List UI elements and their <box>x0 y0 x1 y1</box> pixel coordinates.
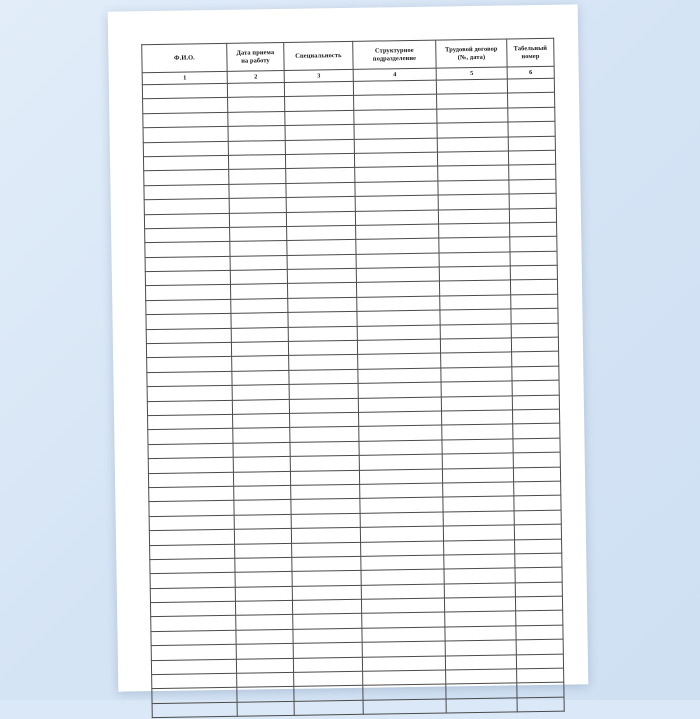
column-header-fio <box>142 43 227 72</box>
table-cell-personnel_number[interactable] <box>514 524 561 539</box>
table-cell-department[interactable] <box>356 238 439 254</box>
table-cell-specialty[interactable] <box>285 96 354 111</box>
table-cell-hire_date[interactable] <box>227 82 284 97</box>
table-cell-fio[interactable] <box>148 429 233 445</box>
table-cell-specialty[interactable] <box>290 470 359 485</box>
table-cell-personnel_number[interactable] <box>514 510 561 525</box>
table-body <box>142 78 564 718</box>
table-cell-specialty[interactable] <box>288 340 357 355</box>
table-cell-contract[interactable] <box>442 467 513 483</box>
table-cell-department[interactable] <box>358 397 441 413</box>
column-number-3: 3 <box>284 69 353 82</box>
table-cell-department[interactable] <box>354 152 437 168</box>
table-cell-personnel_number[interactable] <box>513 467 560 482</box>
table-cell-contract[interactable] <box>446 683 517 699</box>
table-cell-department[interactable] <box>357 325 440 341</box>
table-cell-contract[interactable] <box>437 122 508 138</box>
table-cell-specialty[interactable] <box>291 527 360 542</box>
table-cell-personnel_number[interactable] <box>516 625 563 640</box>
table-cell-fio[interactable] <box>146 342 231 358</box>
table-cell-fio[interactable] <box>144 213 229 229</box>
table-cell-department[interactable] <box>353 80 436 96</box>
table-cell-department[interactable] <box>356 282 439 298</box>
table-cell-specialty[interactable] <box>289 398 358 413</box>
table-cell-personnel_number[interactable] <box>511 323 558 338</box>
table-cell-contract[interactable] <box>442 410 513 426</box>
column-header-department-line-1: Структурное <box>374 46 414 55</box>
table-cell-fio[interactable] <box>151 616 236 632</box>
table-cell-specialty[interactable] <box>290 455 359 470</box>
table-cell-contract[interactable] <box>440 309 511 325</box>
table-cell-specialty[interactable] <box>291 499 360 514</box>
table-cell-hire_date[interactable] <box>233 457 290 472</box>
table-cell-fio[interactable] <box>150 573 235 589</box>
table-cell-fio[interactable] <box>151 659 236 675</box>
table-cell-contract[interactable] <box>439 237 510 253</box>
table-cell-personnel_number[interactable] <box>517 668 564 683</box>
table-cell-department[interactable] <box>363 670 446 686</box>
table-cell-specialty[interactable] <box>286 182 355 197</box>
column-header-department <box>353 40 436 69</box>
table-cell-fio[interactable] <box>145 242 230 258</box>
table-cell-hire_date[interactable] <box>235 557 292 572</box>
table-cell-personnel_number[interactable] <box>515 582 562 597</box>
table-cell-fio[interactable] <box>152 702 237 718</box>
table-cell-personnel_number[interactable] <box>514 496 561 511</box>
table-cell-personnel_number[interactable] <box>515 539 562 554</box>
table-cell-specialty[interactable] <box>292 556 361 571</box>
table-cell-hire_date[interactable] <box>236 658 293 673</box>
table-cell-contract[interactable] <box>441 381 512 397</box>
table-cell-fio[interactable] <box>152 688 237 704</box>
table-cell-hire_date[interactable] <box>234 514 291 529</box>
table-cell-fio[interactable] <box>142 83 227 99</box>
table-cell-hire_date[interactable] <box>234 529 291 544</box>
table-cell-department[interactable] <box>362 641 445 657</box>
table-cell-specialty[interactable] <box>287 225 356 240</box>
table-cell-specialty[interactable] <box>291 484 360 499</box>
table-cell-fio[interactable] <box>146 299 231 315</box>
table-cell-contract[interactable] <box>441 367 512 383</box>
table-cell-department[interactable] <box>359 440 442 456</box>
table-cell-department[interactable] <box>359 411 442 427</box>
table-cell-department[interactable] <box>360 512 443 528</box>
table-cell-personnel_number[interactable] <box>511 308 558 323</box>
column-header-personnel-number <box>507 38 554 67</box>
table-cell-fio[interactable] <box>148 414 233 430</box>
table-cell-personnel_number[interactable] <box>510 237 557 252</box>
table-cell-department[interactable] <box>357 296 440 312</box>
column-header-hire-date <box>227 42 284 71</box>
table-cell-personnel_number[interactable] <box>515 596 562 611</box>
table-cell-contract[interactable] <box>440 324 511 340</box>
table-cell-hire_date[interactable] <box>236 644 293 659</box>
table-cell-specialty[interactable] <box>292 542 361 557</box>
table-cell-personnel_number[interactable] <box>508 136 555 151</box>
table-cell-fio[interactable] <box>146 285 231 301</box>
table-cell-contract[interactable] <box>437 93 508 109</box>
table-cell-fio[interactable] <box>147 371 232 387</box>
table-cell-contract[interactable] <box>440 295 511 311</box>
table-cell-personnel_number[interactable] <box>508 150 555 165</box>
table-cell-department[interactable] <box>360 497 443 513</box>
table-cell-hire_date[interactable] <box>233 413 290 428</box>
table-cell-specialty[interactable] <box>286 168 355 183</box>
table-cell-department[interactable] <box>356 253 439 269</box>
table-cell-specialty[interactable] <box>289 369 358 384</box>
column-header-specialty <box>284 41 353 70</box>
table-cell-personnel_number[interactable] <box>509 165 556 180</box>
table-cell-hire_date[interactable] <box>236 615 293 630</box>
table-head <box>142 38 555 84</box>
table-cell-specialty[interactable] <box>288 312 357 327</box>
table-cell-personnel_number[interactable] <box>517 697 564 712</box>
table-cell-hire_date[interactable] <box>234 485 291 500</box>
table-cell-fio[interactable] <box>143 127 228 143</box>
table-cell-specialty[interactable] <box>287 240 356 255</box>
table-cell-specialty[interactable] <box>284 81 353 96</box>
table-cell-specialty[interactable] <box>293 657 362 672</box>
column-number-1: 1 <box>142 71 227 84</box>
table-cell-fio[interactable] <box>149 486 234 502</box>
table-cell-fio[interactable] <box>151 645 236 661</box>
table-cell-hire_date[interactable] <box>230 284 287 299</box>
table-cell-personnel_number[interactable] <box>515 567 562 582</box>
table-cell-contract[interactable] <box>436 79 507 95</box>
table-cell-personnel_number[interactable] <box>512 366 559 381</box>
table-cell-fio[interactable] <box>149 501 234 517</box>
table-cell-hire_date[interactable] <box>230 255 287 270</box>
table-cell-personnel_number[interactable] <box>514 481 561 496</box>
table-cell-specialty[interactable] <box>294 671 363 686</box>
table-cell-fio[interactable] <box>150 544 235 560</box>
column-header-department-line-2: подразделение <box>372 54 417 63</box>
table-cell-personnel_number[interactable] <box>516 611 563 626</box>
table-cell-specialty[interactable] <box>287 283 356 298</box>
table-cell-hire_date[interactable] <box>235 600 292 615</box>
registry-table-container <box>141 38 558 718</box>
table-cell-personnel_number[interactable] <box>508 121 555 136</box>
table-cell-fio[interactable] <box>143 141 228 157</box>
table-cell-contract[interactable] <box>442 424 513 440</box>
column-header-hire-date-line-1: Дата приема <box>236 48 275 57</box>
table-cell-hire_date[interactable] <box>235 543 292 558</box>
table-cell-hire_date[interactable] <box>230 226 287 241</box>
column-number-2: 2 <box>227 70 284 83</box>
column-header-personnel-number-line-2: номер <box>521 52 540 60</box>
table-cell-contract[interactable] <box>440 338 511 354</box>
table-cell-department[interactable] <box>361 541 444 557</box>
table-cell-hire_date[interactable] <box>233 442 290 457</box>
table-cell-specialty[interactable] <box>290 441 359 456</box>
table-cell-specialty[interactable] <box>288 326 357 341</box>
table-cell-department[interactable] <box>360 483 443 499</box>
table-cell-specialty[interactable] <box>292 585 361 600</box>
table-cell-personnel_number[interactable] <box>512 352 559 367</box>
table-cell-hire_date[interactable] <box>229 169 286 184</box>
table-cell-contract[interactable] <box>439 266 510 282</box>
table-cell-personnel_number[interactable] <box>513 452 560 467</box>
table-cell-department[interactable] <box>362 612 445 628</box>
table-cell-personnel_number[interactable] <box>515 553 562 568</box>
table-cell-hire_date[interactable] <box>228 97 285 112</box>
table-cell-contract[interactable] <box>442 439 513 455</box>
document-page <box>108 4 589 691</box>
table-cell-hire_date[interactable] <box>228 154 285 169</box>
table-cell-fio[interactable] <box>147 386 232 402</box>
table-cell-personnel_number[interactable] <box>510 251 557 266</box>
table-cell-specialty[interactable] <box>285 153 354 168</box>
table-cell-hire_date[interactable] <box>234 500 291 515</box>
table-cell-hire_date[interactable] <box>228 126 285 141</box>
table-cell-hire_date[interactable] <box>230 270 287 285</box>
table-cell-specialty[interactable] <box>287 254 356 269</box>
table-cell-specialty[interactable] <box>292 571 361 586</box>
table-cell-specialty[interactable] <box>293 628 362 643</box>
table-cell-hire_date[interactable] <box>232 399 289 414</box>
table-cell-specialty[interactable] <box>287 268 356 283</box>
column-number-5: 5 <box>436 67 507 80</box>
table-cell-contract[interactable] <box>443 511 514 527</box>
table-cell-department[interactable] <box>361 598 444 614</box>
table-cell-contract[interactable] <box>441 396 512 412</box>
table-cell-specialty[interactable] <box>289 384 358 399</box>
table-cell-contract[interactable] <box>438 180 509 196</box>
table-cell-hire_date[interactable] <box>237 672 294 687</box>
table-cell-hire_date[interactable] <box>235 586 292 601</box>
table-cell-specialty[interactable] <box>292 599 361 614</box>
table-cell-specialty[interactable] <box>288 297 357 312</box>
table-cell-department[interactable] <box>356 224 439 240</box>
table-cell-personnel_number[interactable] <box>516 639 563 654</box>
table-cell-department[interactable] <box>359 425 442 441</box>
column-header-specialty-line-1: Специальность <box>295 51 342 60</box>
table-cell-fio[interactable] <box>148 443 233 459</box>
table-cell-hire_date[interactable] <box>231 313 288 328</box>
column-header-fio-line-1: Ф.И.О. <box>173 53 195 62</box>
table-cell-fio[interactable] <box>151 630 236 646</box>
table-cell-fio[interactable] <box>146 314 231 330</box>
table-cell-contract[interactable] <box>444 583 515 599</box>
registry-table <box>141 38 565 719</box>
table-cell-hire_date[interactable] <box>230 241 287 256</box>
table-cell-fio[interactable] <box>150 587 235 603</box>
table-cell-contract[interactable] <box>443 525 514 541</box>
table-cell-personnel_number[interactable] <box>509 208 556 223</box>
table-cell-department[interactable] <box>358 368 441 384</box>
table-cell-personnel_number[interactable] <box>510 265 557 280</box>
table-cell-department[interactable] <box>354 123 437 139</box>
table-cell-personnel_number[interactable] <box>508 107 555 122</box>
table-cell-specialty[interactable] <box>286 211 355 226</box>
table-cell-department[interactable] <box>357 339 440 355</box>
table-cell-department[interactable] <box>355 210 438 226</box>
table-cell-contract[interactable] <box>437 151 508 167</box>
table-cell-fio[interactable] <box>149 515 234 531</box>
table-cell-specialty[interactable] <box>289 355 358 370</box>
table-cell-fio[interactable] <box>145 227 230 243</box>
table-cell-fio[interactable] <box>149 529 234 545</box>
table-cell-fio[interactable] <box>144 184 229 200</box>
table-cell-personnel_number[interactable] <box>511 337 558 352</box>
table-cell-fio[interactable] <box>143 112 228 128</box>
table-cell-hire_date[interactable] <box>236 629 293 644</box>
table-cell-department[interactable] <box>357 310 440 326</box>
table-cell-specialty[interactable] <box>285 139 354 154</box>
table-cell-contract[interactable] <box>444 539 515 555</box>
table-cell-contract[interactable] <box>438 194 509 210</box>
table-cell-personnel_number[interactable] <box>516 654 563 669</box>
table-cell-hire_date[interactable] <box>231 327 288 342</box>
table-cell-department[interactable] <box>361 584 444 600</box>
table-cell-department[interactable] <box>358 382 441 398</box>
table-cell-fio[interactable] <box>148 457 233 473</box>
table-cell-personnel_number[interactable] <box>517 683 564 698</box>
table-cell-contract[interactable] <box>444 554 515 570</box>
table-cell-personnel_number[interactable] <box>512 380 559 395</box>
table-cell-fio[interactable] <box>144 198 229 214</box>
table-cell-fio[interactable] <box>144 170 229 186</box>
table-cell-hire_date[interactable] <box>233 471 290 486</box>
column-number-6: 6 <box>507 66 554 79</box>
table-cell-contract[interactable] <box>437 108 508 124</box>
table-cell-personnel_number[interactable] <box>507 78 554 93</box>
table-cell-specialty[interactable] <box>294 686 363 701</box>
table-cell-hire_date[interactable] <box>237 701 294 716</box>
table-cell-fio[interactable] <box>148 472 233 488</box>
table-cell-personnel_number[interactable] <box>511 294 558 309</box>
table-cell-personnel_number[interactable] <box>510 222 557 237</box>
table-cell-specialty[interactable] <box>293 614 362 629</box>
column-header-contract-line-2: (№, дата) <box>457 53 486 61</box>
table-cell-hire_date[interactable] <box>229 183 286 198</box>
table-cell-department[interactable] <box>354 138 437 154</box>
table-cell-hire_date[interactable] <box>229 198 286 213</box>
table-cell-department[interactable] <box>355 195 438 211</box>
table-cell-contract[interactable] <box>444 597 515 613</box>
table-cell-personnel_number[interactable] <box>510 280 557 295</box>
table-cell-department[interactable] <box>356 267 439 283</box>
table-cell-contract[interactable] <box>445 640 516 656</box>
table-cell-department[interactable] <box>363 699 446 715</box>
table-cell-contract[interactable] <box>438 165 509 181</box>
table-cell-department[interactable] <box>362 627 445 643</box>
table-cell-hire_date[interactable] <box>232 356 289 371</box>
table-cell-hire_date[interactable] <box>232 370 289 385</box>
table-cell-contract[interactable] <box>442 453 513 469</box>
table-cell-hire_date[interactable] <box>233 428 290 443</box>
table-cell-department[interactable] <box>359 454 442 470</box>
table-cell-contract[interactable] <box>444 568 515 584</box>
table-cell-contract[interactable] <box>446 669 517 685</box>
table-cell-personnel_number[interactable] <box>508 93 555 108</box>
table-cell-personnel_number[interactable] <box>513 424 560 439</box>
table-cell-specialty[interactable] <box>286 196 355 211</box>
table-cell-fio[interactable] <box>147 357 232 373</box>
table-cell-department[interactable] <box>358 353 441 369</box>
table-cell-department[interactable] <box>363 684 446 700</box>
column-number-4: 4 <box>353 68 436 81</box>
table-cell-fio[interactable] <box>147 400 232 416</box>
table-cell-contract[interactable] <box>445 611 516 627</box>
table-cell-contract[interactable] <box>439 252 510 268</box>
table-cell-fio[interactable] <box>145 270 230 286</box>
table-cell-department[interactable] <box>355 166 438 182</box>
table-cell-specialty[interactable] <box>290 427 359 442</box>
table-cell-department[interactable] <box>362 656 445 672</box>
table-cell-contract[interactable] <box>443 482 514 498</box>
table-cell-specialty[interactable] <box>290 412 359 427</box>
column-header-hire-date-line-2: на работу <box>241 56 270 65</box>
table-cell-fio[interactable] <box>150 558 235 574</box>
table-cell-hire_date[interactable] <box>232 385 289 400</box>
table-cell-hire_date[interactable] <box>229 212 286 227</box>
table-cell-contract[interactable] <box>439 280 510 296</box>
table-cell-fio[interactable] <box>143 98 228 114</box>
table-cell-department[interactable] <box>354 109 437 125</box>
table-cell-contract[interactable] <box>443 496 514 512</box>
column-header-contract <box>436 39 507 68</box>
table-cell-contract[interactable] <box>439 223 510 239</box>
table-cell-specialty[interactable] <box>285 125 354 140</box>
table-cell-specialty[interactable] <box>294 700 363 715</box>
table-cell-personnel_number[interactable] <box>509 179 556 194</box>
table-cell-hire_date[interactable] <box>231 298 288 313</box>
table-cell-fio[interactable] <box>152 673 237 689</box>
table-cell-department[interactable] <box>361 555 444 571</box>
table-cell-specialty[interactable] <box>291 513 360 528</box>
table-cell-personnel_number[interactable] <box>512 409 559 424</box>
table-cell-hire_date[interactable] <box>235 572 292 587</box>
table-cell-contract[interactable] <box>441 352 512 368</box>
table-cell-hire_date[interactable] <box>228 111 285 126</box>
table-cell-specialty[interactable] <box>285 110 354 125</box>
table-cell-contract[interactable] <box>437 137 508 153</box>
table-cell-department[interactable] <box>361 569 444 585</box>
table-cell-contract[interactable] <box>438 208 509 224</box>
table-cell-contract[interactable] <box>446 698 517 714</box>
table-cell-fio[interactable] <box>150 601 235 617</box>
table-cell-contract[interactable] <box>445 626 516 642</box>
table-cell-fio[interactable] <box>145 256 230 272</box>
table-cell-department[interactable] <box>354 94 437 110</box>
table-cell-personnel_number[interactable] <box>513 438 560 453</box>
table-cell-department[interactable] <box>360 526 443 542</box>
table-cell-department[interactable] <box>355 181 438 197</box>
table-cell-personnel_number[interactable] <box>512 395 559 410</box>
table-cell-fio[interactable] <box>146 328 231 344</box>
table-cell-contract[interactable] <box>445 655 516 671</box>
table-cell-hire_date[interactable] <box>228 140 285 155</box>
column-header-contract-line-1: Трудовой договор <box>445 45 498 53</box>
table-cell-department[interactable] <box>359 469 442 485</box>
table-cell-personnel_number[interactable] <box>509 193 556 208</box>
table-cell-specialty[interactable] <box>293 643 362 658</box>
table-cell-hire_date[interactable] <box>231 341 288 356</box>
column-header-personnel-number-line-1: Табельный <box>513 44 548 52</box>
table-cell-fio[interactable] <box>143 155 228 171</box>
